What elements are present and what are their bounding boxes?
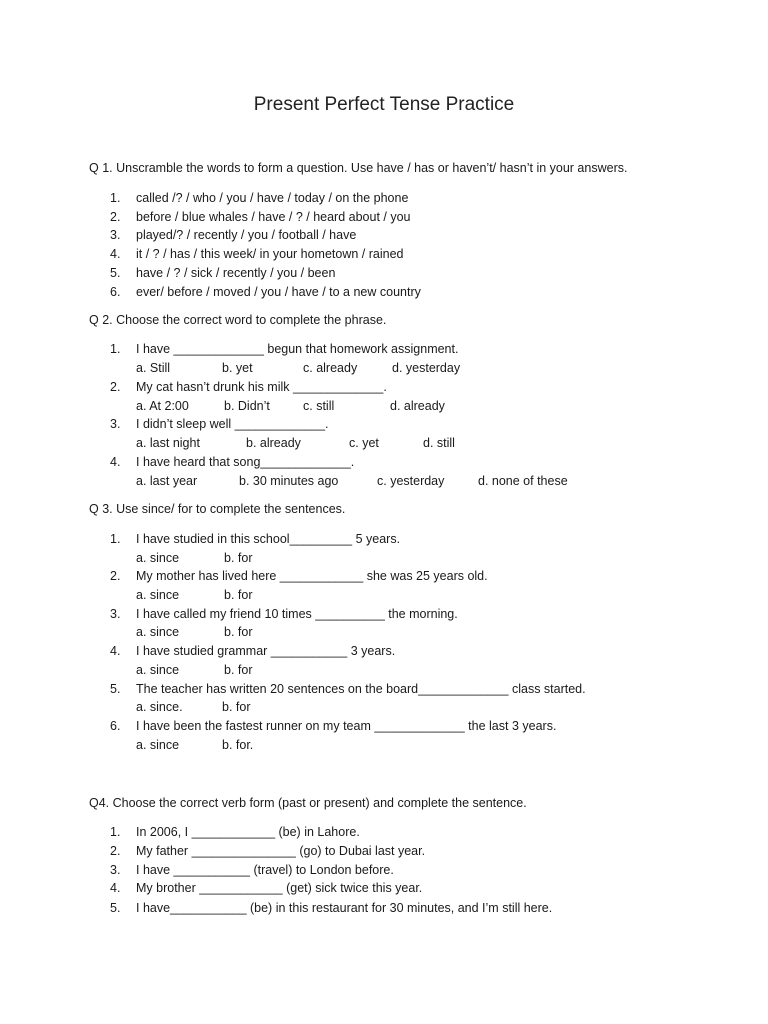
item-text: I didn’t sleep well _____________. — [136, 417, 329, 431]
option-c: c. still — [303, 399, 335, 413]
option-a: a. since — [136, 551, 180, 565]
option-b: b. for. — [222, 738, 254, 752]
option-d: d. none of these — [478, 474, 568, 488]
q3-heading: Q 3. Use since/ for to complete the sentences. — [89, 502, 346, 516]
option-a: a. since. — [136, 700, 183, 714]
item-number: 5. — [110, 901, 121, 915]
item-text: played/? / recently / you / football / have — [136, 228, 357, 242]
option-b: b. for — [222, 700, 251, 714]
item-number: 3. — [110, 417, 121, 431]
q2-heading: Q 2. Choose the correct word to complete the phrase. — [89, 313, 387, 327]
option-a: a. At 2:00 — [136, 399, 189, 413]
item-number: 2. — [110, 380, 121, 394]
item-number: 5. — [110, 682, 121, 696]
option-a: a. last night — [136, 436, 200, 450]
q4-item — [110, 881, 422, 895]
option-b: b. Didn’t — [224, 399, 270, 413]
item-number: 2. — [110, 844, 121, 858]
item-number: 1. — [110, 825, 121, 839]
q2-item — [110, 342, 458, 356]
q3-item — [110, 569, 488, 583]
item-number: 3. — [110, 607, 121, 621]
item-number: 4. — [110, 881, 121, 895]
item-number: 1. — [110, 191, 121, 205]
option-b: b. for — [224, 588, 253, 602]
item-number: 6. — [110, 719, 121, 733]
option-a: a. since — [136, 663, 180, 677]
option-c: c. yesterday — [377, 474, 445, 488]
option-a: a. Still — [136, 361, 171, 375]
item-number: 1. — [110, 342, 121, 356]
q2-item — [110, 417, 329, 431]
q1-heading: Q 1. Unscramble the words to form a question. Use have / has or haven’t/ hasn’t in your answers. — [89, 161, 628, 175]
q4-item — [110, 825, 360, 839]
item-number: 2. — [110, 569, 121, 583]
q4-item — [110, 901, 552, 915]
item-number: 5. — [110, 266, 121, 280]
option-b: b. for — [224, 663, 253, 677]
q4-item — [110, 844, 425, 858]
page-title: Present Perfect Tense Practice — [253, 94, 515, 115]
item-text: I have studied in this school_________ 5 years. — [136, 532, 401, 546]
q1-item — [110, 266, 335, 280]
option-b: b. already — [246, 436, 301, 450]
item-text: My father _______________ (go) to Dubai last year. — [136, 844, 426, 858]
q1-item — [110, 285, 421, 299]
item-text: I have heard that song_____________. — [136, 455, 355, 469]
item-number: 4. — [110, 455, 121, 469]
q1-item — [110, 228, 356, 242]
option-a: a. since — [136, 625, 180, 639]
q2-item — [110, 380, 387, 394]
option-b: b. for — [224, 625, 253, 639]
q3-item — [110, 607, 458, 621]
item-text: I have___________ (be) in this restaurant for 30 minutes, and I’m still here. — [136, 901, 553, 915]
q3-item — [110, 644, 395, 658]
option-d: d. already — [390, 399, 445, 413]
option-b: b. for — [224, 551, 253, 565]
option-a: a. since — [136, 588, 180, 602]
item-text: it / ? / has / this week/ in your hometown / rained — [136, 247, 404, 261]
q1-item — [110, 247, 404, 261]
option-a: a. last year — [136, 474, 198, 488]
item-number: 6. — [110, 285, 121, 299]
item-text: The teacher has written 20 sentences on the board_____________ class started. — [136, 682, 586, 696]
q4-heading: Q4. Choose the correct verb form (past or present) and complete the sentence. — [89, 796, 527, 810]
item-text: I have ___________ (travel) to London before. — [136, 863, 394, 877]
item-number: 3. — [110, 863, 121, 877]
item-text: In 2006, I ____________ (be) in Lahore. — [136, 825, 360, 839]
q2-item — [110, 455, 354, 469]
option-c: c. yet — [349, 436, 379, 450]
option-c: c. already — [303, 361, 358, 375]
item-text: My brother ____________ (get) sick twice this year. — [136, 881, 423, 895]
item-number: 3. — [110, 228, 121, 242]
item-number: 4. — [110, 644, 121, 658]
item-number: 4. — [110, 247, 121, 261]
item-text: My mother has lived here ____________ she was 25 years old. — [136, 569, 488, 583]
q4-item — [110, 863, 394, 877]
item-text: I have _____________ begun that homework assignment. — [136, 342, 459, 356]
option-b: b. yet — [222, 361, 253, 375]
item-text: have / ? / sick / recently / you / been — [136, 266, 336, 280]
q3-item — [110, 719, 556, 733]
item-text: before / blue whales / have / ? / heard about / you — [136, 210, 411, 224]
item-number: 2. — [110, 210, 121, 224]
item-text: ever/ before / moved / you / have / to a new country — [136, 285, 421, 299]
option-d: d. yesterday — [392, 361, 461, 375]
q1-item — [110, 191, 408, 205]
item-text: I have called my friend 10 times __________ the morning. — [136, 607, 458, 621]
item-text: called /? / who / you / have / today / on the phone — [136, 191, 409, 205]
option-a: a. since — [136, 738, 180, 752]
item-text: I have studied grammar ___________ 3 years. — [136, 644, 396, 658]
option-b: b. 30 minutes ago — [239, 474, 339, 488]
item-text: I have been the fastest runner on my team _____________ the last 3 years. — [136, 719, 557, 733]
q3-item — [110, 682, 586, 696]
option-d: d. still — [423, 436, 455, 450]
item-text: My cat hasn’t drunk his milk _____________. — [136, 380, 387, 394]
q3-item — [110, 532, 400, 546]
q1-item — [110, 210, 411, 224]
item-number: 1. — [110, 532, 121, 546]
